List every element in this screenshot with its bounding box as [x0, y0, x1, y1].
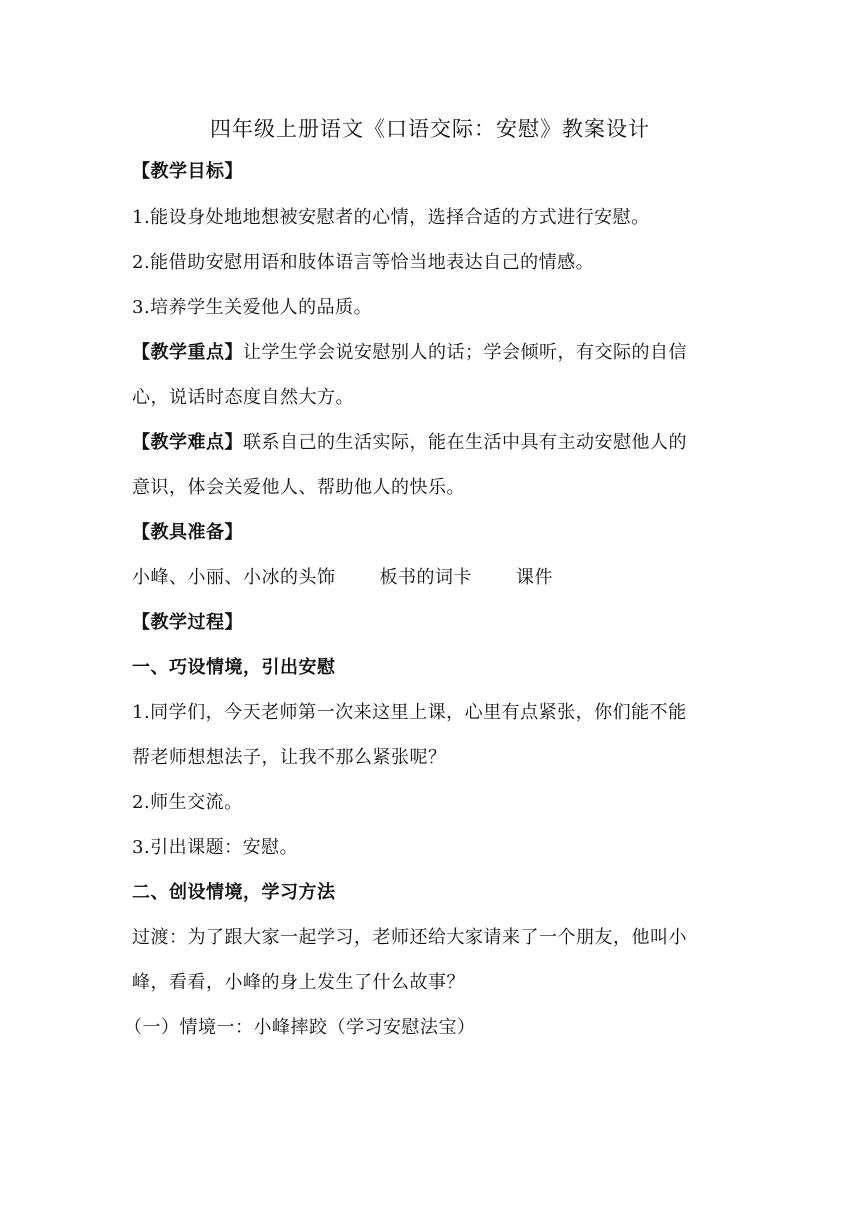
key-point-label: 【教学重点】 — [132, 342, 243, 363]
tools-list — [132, 566, 732, 590]
section1-item2: 2.师生交流。 — [132, 792, 243, 813]
document-title: 四年级上册语文《口语交际：安慰》教案设计 — [210, 117, 650, 141]
section1-item1-line2: 帮老师想想法子，让我不那么紧张呢？ — [132, 747, 447, 768]
section1-heading: 一、巧设情境，引出安慰 — [132, 657, 336, 678]
objective-item-2: 2.能借助安慰用语和肢体语言等恰当地表达自己的情感。 — [132, 252, 595, 273]
tool-item-headwear: 小峰、小丽、小冰的头饰 — [132, 567, 336, 588]
section1-item1-line1: 1.同学们，今天老师第一次来这里上课，心里有点紧张，你们能不能 — [132, 702, 687, 723]
key-point-paragraph — [132, 341, 732, 365]
key-point-text-line1: 让学生学会说安慰别人的话；学会倾听，有交际的自信 — [243, 342, 687, 363]
objective-item-1: 1.能设身处地地想被安慰者的心情，选择合适的方式进行安慰。 — [132, 207, 650, 228]
section2-transition-line2: 峰，看看，小峰的身上发生了什么故事？ — [132, 972, 465, 993]
key-point-text-line2: 心，说话时态度自然大方。 — [132, 387, 354, 408]
section1-item3: 3.引出课题：安慰。 — [132, 837, 299, 858]
difficulty-label: 【教学难点】 — [132, 432, 243, 453]
section2-transition-line1: 过渡：为了跟大家一起学习，老师还给大家请来了一个朋友，他叫小 — [132, 927, 687, 948]
objectives-heading: 【教学目标】 — [132, 161, 243, 182]
tool-item-word-cards: 板书的词卡 — [379, 567, 472, 588]
difficulty-paragraph — [132, 431, 732, 455]
tools-heading: 【教具准备】 — [132, 522, 243, 543]
tool-item-courseware: 课件 — [516, 567, 553, 588]
objective-item-3: 3.培养学生关爱他人的品质。 — [132, 297, 373, 318]
difficulty-text-line2: 意识，体会关爱他人、帮助他人的快乐。 — [132, 477, 465, 498]
section2-scene1: （一）情境一：小峰摔跤（学习安慰法宝） — [124, 1017, 476, 1038]
difficulty-text-line1: 联系自己的生活实际，能在生活中具有主动安慰他人的 — [243, 432, 687, 453]
process-heading: 【教学过程】 — [132, 612, 243, 633]
section2-heading: 二、创设情境，学习方法 — [132, 882, 336, 903]
